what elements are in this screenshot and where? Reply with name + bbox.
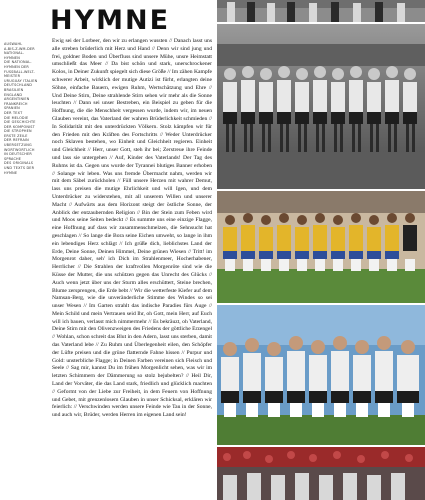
sidebar-line: UND TEXTS DER	[4, 166, 35, 171]
sidebar-line: DER REFRAIN	[4, 138, 29, 143]
sidebar-line: IN DEUTSCHER	[4, 152, 32, 157]
sidebar-line: SPRACHE	[4, 156, 22, 161]
sidebar-line: FRANKREICH	[4, 101, 28, 106]
page-title: HYMNE	[50, 5, 171, 36]
anthem-lyrics: Ewig sei der Lorbeer, den wir zu erlangen wussten // Danach lasst uns alle streben brüderlich mit Herz und Hand // Denn wir sind jung und frei, goldner Boden und Überfluss sind unsere Mühe, unsre Heimstatt umschließt das Meer // Da bist schön und stark, unerschrockener Kolos, in Deiner Zukunft spiegelt sich diese Größe // Im zähen Kampfe schwerer Arbeit, wirklich der mutige Autizi ist fürht, erlangten deine Söhne, einfache Bauern, ewigen Ruhm, Wertschätzung und Ehre // Und Deine Stirn, Deine strahlende Stirn sehen wir mehr als die Sonne leuchten // Dann sei unser Bestreben, ein Beispiel zu geben für die Hoffnung, die die Menschheit vergessen wurde, indem wir, im neuen Glauben vereint, das Vaterland der wahren Brüderlichkeit schmieden // In Solidarität mit den unterdrückten Völkern. Stolz kämpfen wir für den Frieden mit den Kräften des Fortschritts // Weder Unterdrücker noch Sklaven bestehen, wo Einheit und Gleichheit regieren. Einheit und Gleichheit // Herr, unser Gott, steh ihr bei; Zerstreue ihre Feinde und lass sie untergehen // Auf, Kinder des Vaterlands! Der Tag des Ruhms ist da. Gegen uns wurde der Tyrannei blutiges Banner erhoben // Solange wir leben. Was uns fremde Übermacht nahm, werden wir mit dem Säbel zurückholen // Füll unsere Herzen mit wahrer Demut, lass uns preisen die mutige Ehrlichkeit und will Igen, und dem Unterdrücker zu widerstehen, mit all unserem Willen und unserer Macht // Aufwärts aus dem Horizont steigt der östliche Sonne, der Anblick der entzaubernden Religion // Bin der Stein zum Feben wird und Moos seine Seiten bedeckt // Es summte uns eine einzige Flagge, eine Hoffnung auf dass wir zusammenschmelzen, die Sehnsucht hat geschlagen // So lange die Bora seine Eichen umweht, so lange in ihm ein lebendiges Herz schlägt // Ich grüße dich, lieblichstes Land der Erde, Deine Sonne, Deinen Himmel, Deine grünen Wiesen // Tritt! im Morgenrot daher, seh' ich Dich im Strahlenmeer, Hocherhabener, Herrlicher // Die Strahlen der kraftvollen Morgenröte sind wie die Küsse der Mutter, die uns schützen gegen das Unrecht des Glücks // Auch wenn jetzt über uns der Sturm alles erschüttert, Steine brechen, Blume zersprengen, die Erde bebt // Wir die wetterfeste Kiefer auf dem Namsan-Berg, wie die unveränderliche Stimme des Windes so sei unser Wesen // Im Garten strahlt das indische Paradies fürs Auge // Mein Schild und mein Vertrauen seid Ihr, oh Gott, mein Herr, auf Euch will ich bauen, verlasst mich nimmermehr // Es bekräuzt, oh Vaterland, Deine Stirn mit den Olivenzweigen des Friedens der göttliche Erzengel // Wohlan, schon schreit das Blut in den Adern, lasst uns sterben, damit das Vaterland lebe // Zu Ruhm und Überlegenheit eilen, den Schöpfer der Lüfte preisen und die grüne flatternde Fahne hissen // Purpur und Gold: unsterbliche Flagge; in Deinen Farben vereinen sich Fleisch und Seele // Sag mir, kannst Du im frühen Morgenlicht sehen, was wir im letzten Schimmern der Dämmerung so stolz bejubelten? // Heil Dir, Land der Vorväter, die das Land stark, friedlich und glücklich machten // Geformt von der Liebe zur Freiheit, in dem Feuern von Hoffnung und Gebet, mit grenzenlosem Glauben in unser Schicksal, erklären wir feierlich: // Verschwinden werden unsere Feinde wie Tau in der Sonne, und auch wir, Brüder, werden Herren im eigenen Land sein!	[52, 38, 212, 419]
team-photo-5	[217, 447, 425, 500]
sidebar-line: NATIONAL-	[4, 51, 25, 56]
sidebar-line: DIE GESCHICHTE	[4, 120, 36, 125]
sidebar-line: DEUTSCHLAND	[4, 83, 33, 88]
sidebar-line: HYMNE	[4, 170, 18, 175]
sidebar-line: WORTWÖRTLICH	[4, 147, 35, 152]
sidebar-line: URUGUAY ITALIEN	[4, 78, 38, 83]
sidebar-line: BRASILIEN	[4, 87, 24, 92]
sidebar-line: SPANIEN	[4, 106, 20, 111]
sidebar-line: ARGENTINIEN	[4, 97, 30, 102]
team-photo-2	[217, 24, 425, 189]
sidebar-line: HYMNEN	[4, 55, 20, 60]
sidebar-line: DER TEXT	[4, 110, 23, 115]
sidebar-line: MEISTER	[4, 74, 21, 79]
sidebar-line: DES ORIGINALS	[4, 161, 34, 166]
sidebar-line: ERSTE ZEILE	[4, 133, 28, 138]
sidebar-line: AUSWAHL	[4, 42, 23, 46]
sidebar-line: HYMNEN DER	[4, 64, 29, 69]
sidebar-line: A-BIS-Z-WM-DER	[4, 46, 35, 51]
sidebar-line: DIE NATIONAL-	[4, 60, 32, 65]
sidebar-line: ÜBERSETZUNG	[4, 143, 32, 148]
sidebar-line: DER KOMPONIST	[4, 124, 35, 129]
team-photo-3	[217, 191, 425, 303]
photo-column	[217, 0, 425, 500]
sidebar-line: FUSSBALL-WELT-	[4, 69, 35, 74]
sidebar-line: DIE STROPHEN	[4, 129, 32, 134]
team-photo-1	[217, 0, 425, 22]
sidebar-line: DIE MELODIE	[4, 115, 29, 120]
team-photo-4	[217, 305, 425, 445]
sidebar-line: ENGLAND	[4, 92, 23, 97]
sidebar-index	[4, 42, 48, 175]
